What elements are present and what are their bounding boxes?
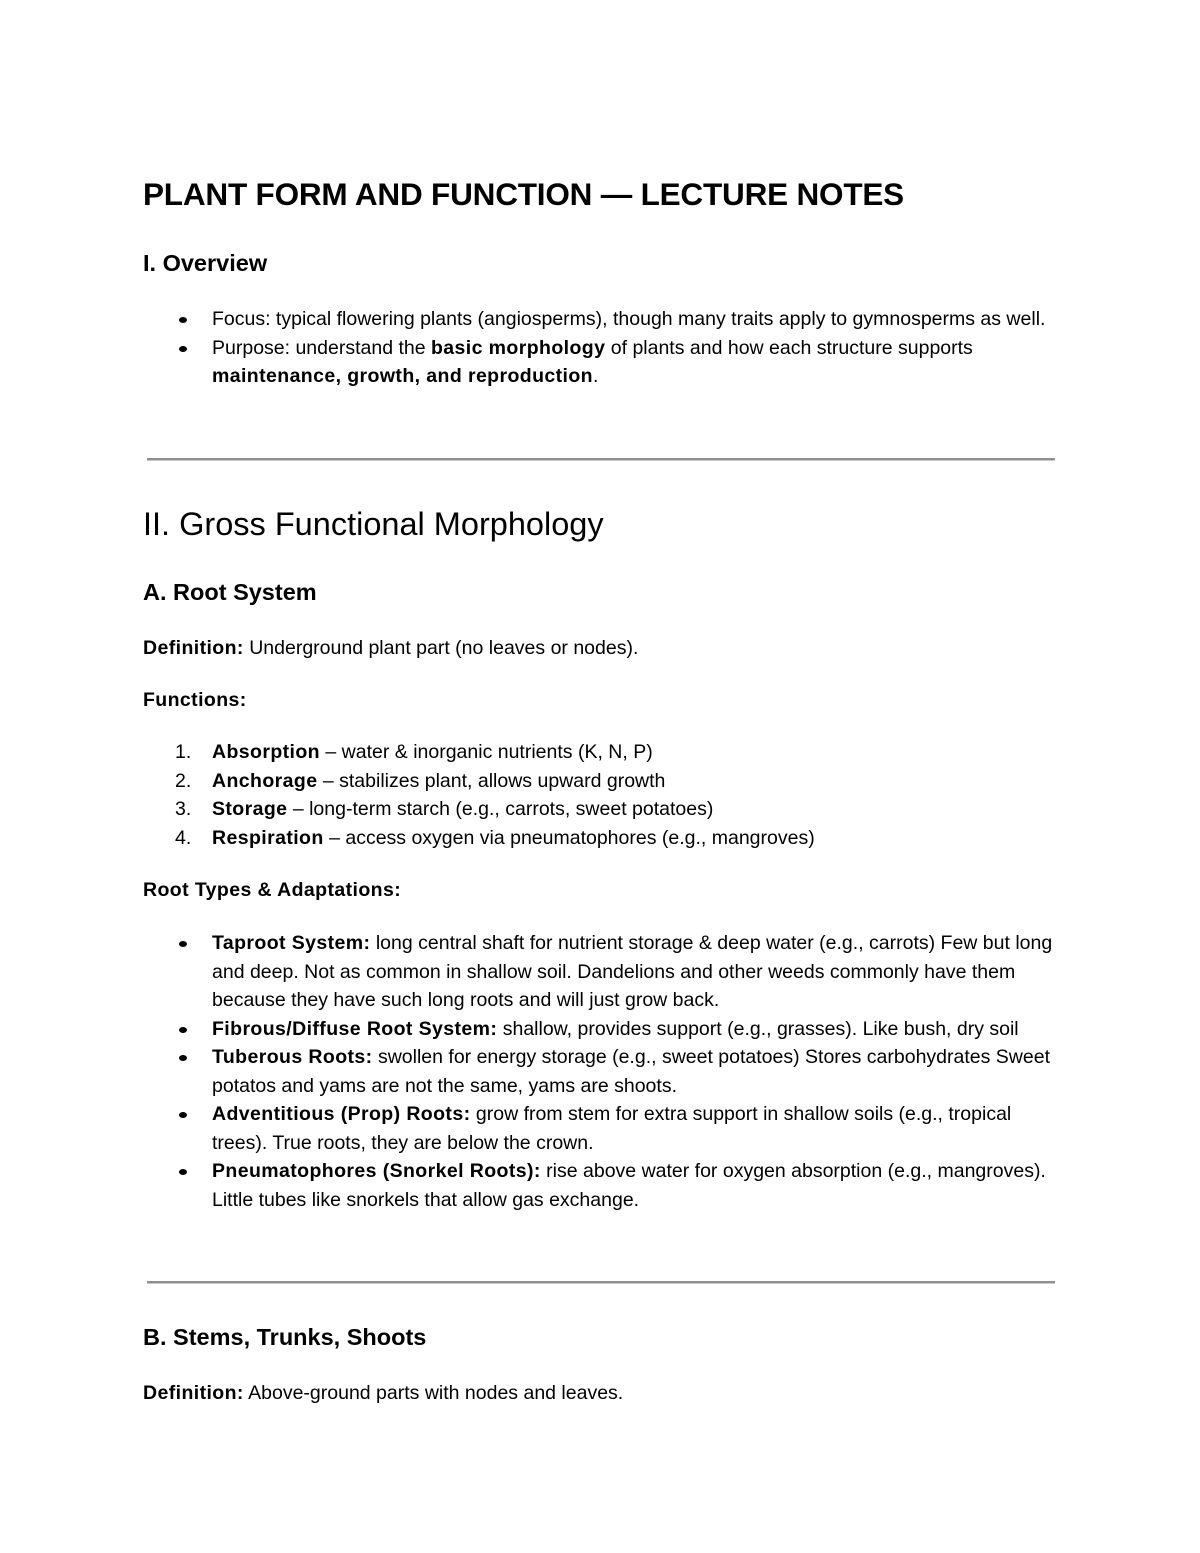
function-term: Respiration <box>212 826 324 849</box>
heading-morphology: II. Gross Functional Morphology <box>143 506 604 542</box>
function-term: Absorption <box>212 741 320 763</box>
root-types-label-text: Root Types & Adaptations: <box>143 879 402 901</box>
stems-definition-text: Above-ground parts with nodes and leaves. <box>243 1382 624 1404</box>
list-item <box>143 738 1058 767</box>
overview-purpose-bold-2: maintenance, growth, and reproduction <box>212 365 593 387</box>
functions-label <box>143 686 247 715</box>
root-type-term: Fibrous/Diffuse Root System: <box>212 1017 498 1040</box>
root-type-desc: long central shaft for nutrient storage & deep water (e.g., carrots) Few but long and deep. Not as common in shallow soil. Dandelions and other weeds commonly have them because they have such long roots and will just grow back. <box>212 932 1053 1011</box>
root-type-desc: shallow, provides support (e.g., grasses). Like bush, dry soil <box>497 1017 1019 1040</box>
list-number: 4. <box>175 826 192 849</box>
overview-purpose-bold-1: basic morphology <box>431 336 606 359</box>
function-term: Anchorage <box>212 769 318 792</box>
function-desc: – access oxygen via pneumatophores (e.g., mangroves) <box>323 826 815 849</box>
root-type-term: Taproot System: <box>212 932 371 954</box>
root-definition-label: Definition: <box>143 637 244 659</box>
list-item <box>143 334 1058 391</box>
root-type-term: Adventitious (Prop) Roots: <box>212 1103 471 1125</box>
overview-focus-text: Focus: typical flowering plants (angiosperms), though many traits apply to gymnosperms as well. <box>212 308 1046 330</box>
heading-root-system: A. Root System <box>143 579 317 605</box>
list-item <box>143 305 1058 334</box>
root-type-term: Tuberous Roots: <box>212 1046 373 1068</box>
horizontal-rule <box>147 458 1055 461</box>
list-item <box>143 824 1058 853</box>
list-number: 1. <box>175 741 192 763</box>
functions-label-text: Functions: <box>143 689 247 711</box>
overview-purpose-post: . <box>593 365 599 387</box>
root-type-desc: rise above water for oxygen absorption (e.g., mangroves). Little tubes like snorkels that allow gas exchange. <box>212 1160 1046 1211</box>
heading-stems: B. Stems, Trunks, Shoots <box>143 1324 427 1350</box>
list-item <box>143 1157 1058 1214</box>
root-types-list <box>143 929 1058 1214</box>
list-item <box>143 767 1058 796</box>
root-type-desc: grow from stem for extra support in shallow soils (e.g., tropical trees). True roots, they are below the crown. <box>212 1103 1012 1154</box>
root-definition-text: Underground plant part (no leaves or nodes). <box>243 637 639 659</box>
list-item <box>143 1015 1058 1044</box>
overview-purpose-pre: Purpose: understand the <box>212 336 431 359</box>
function-term: Storage <box>212 798 288 820</box>
root-definition <box>143 634 638 663</box>
functions-list <box>143 738 1058 852</box>
function-desc: – long-term starch (e.g., carrots, sweet potatoes) <box>287 798 714 820</box>
function-desc: – stabilizes plant, allows upward growth <box>317 769 666 792</box>
list-item <box>143 795 1058 824</box>
overview-list <box>143 305 1058 391</box>
heading-overview: I. Overview <box>143 250 268 276</box>
root-type-desc: swollen for energy storage (e.g., sweet potatoes) Stores carbohydrates Sweet potatos and yams are not the same, yams are shoots. <box>212 1046 1050 1097</box>
horizontal-rule <box>147 1281 1055 1284</box>
root-types-label <box>143 876 401 905</box>
document-title: PLANT FORM AND FUNCTION — LECTURE NOTES <box>143 176 904 212</box>
stems-definition <box>143 1379 623 1408</box>
overview-purpose-mid: of plants and how each structure supports <box>605 336 973 359</box>
list-item <box>143 929 1058 1015</box>
list-number: 3. <box>175 798 192 820</box>
list-item <box>143 1100 1058 1157</box>
stems-definition-label: Definition: <box>143 1382 244 1404</box>
function-desc: – water & inorganic nutrients (K, N, P) <box>319 741 653 763</box>
list-item <box>143 1043 1058 1100</box>
list-number: 2. <box>175 769 192 792</box>
root-type-term: Pneumatophores (Snorkel Roots): <box>212 1160 541 1182</box>
